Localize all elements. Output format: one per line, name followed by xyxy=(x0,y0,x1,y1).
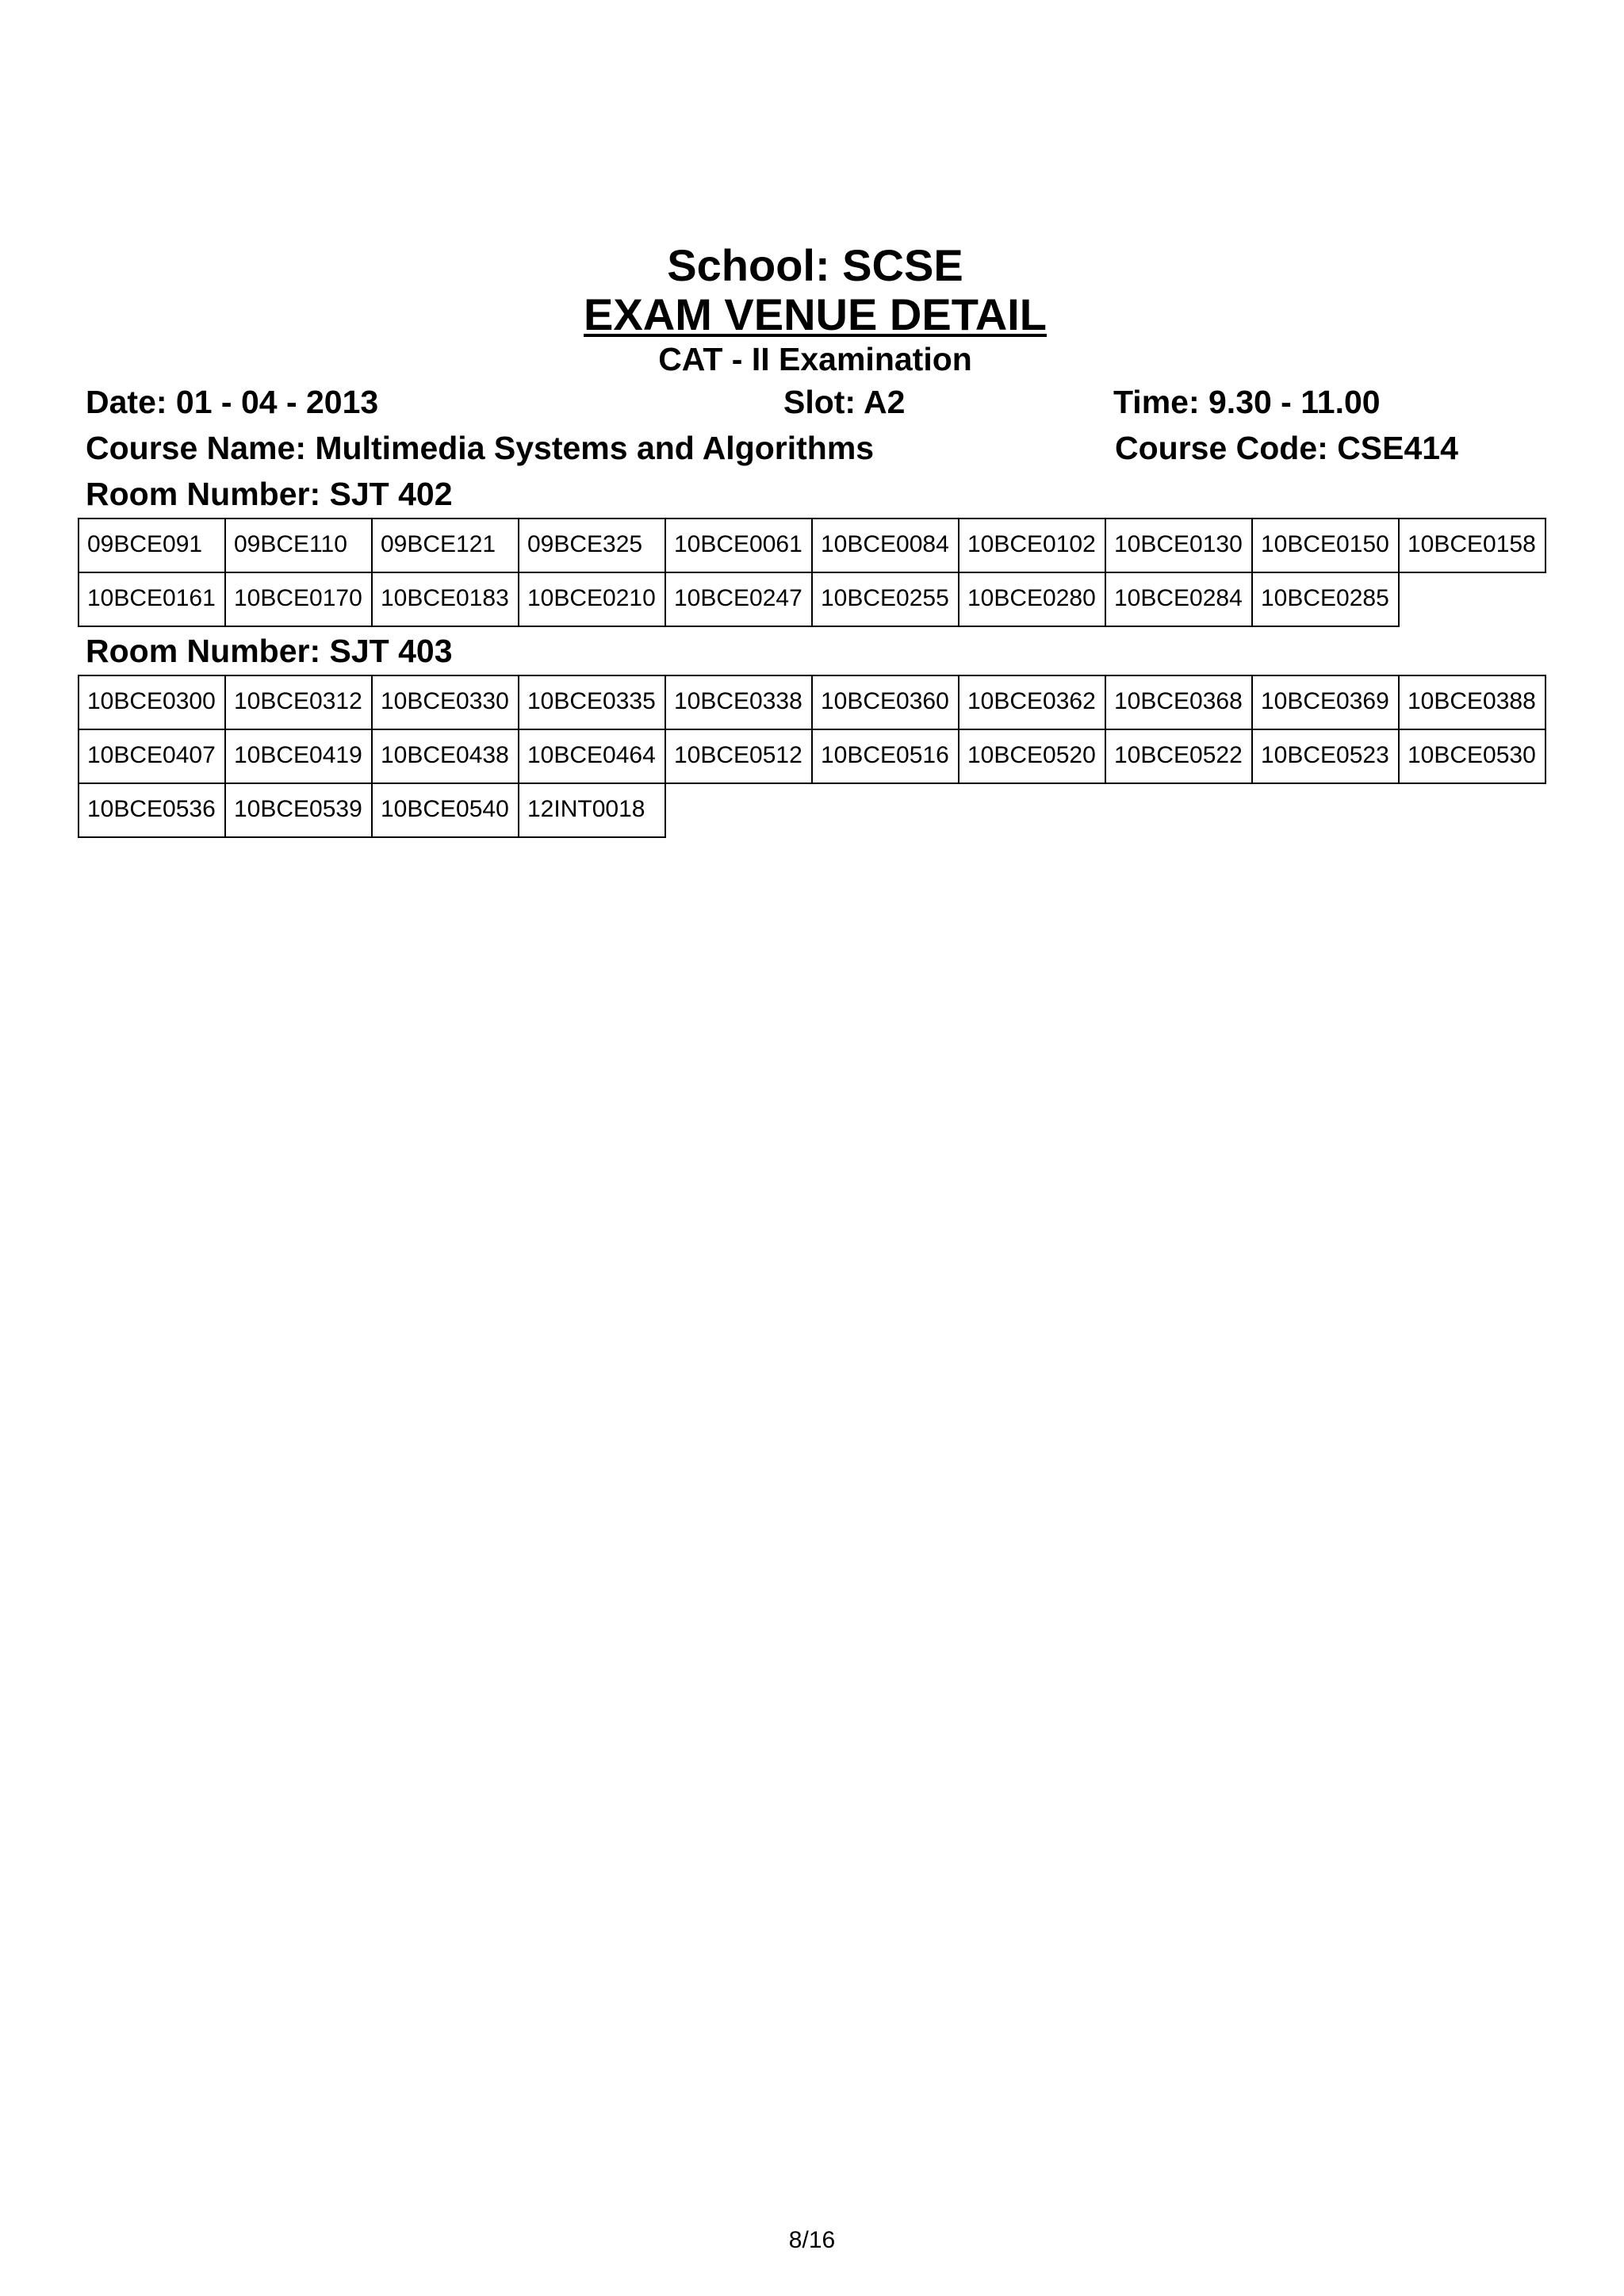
student-register-number-cell: 10BCE0130 xyxy=(1105,518,1253,573)
student-register-number-cell: 10BCE0170 xyxy=(224,572,373,627)
student-grid-sjt-402 xyxy=(78,518,1545,626)
student-register-number-cell: 10BCE0150 xyxy=(1251,518,1400,573)
student-register-number-cell: 10BCE0419 xyxy=(224,729,373,784)
student-register-number-cell: 10BCE0388 xyxy=(1398,675,1546,730)
student-register-number-cell: 10BCE0330 xyxy=(371,675,519,730)
exam-time: Time: 9.30 - 11.00 xyxy=(1113,384,1381,420)
student-grid-sjt-403 xyxy=(78,675,1545,836)
student-register-number-cell: 10BCE0102 xyxy=(958,518,1106,573)
student-register-number-cell: 10BCE0540 xyxy=(371,783,519,838)
student-register-number-cell: 10BCE0284 xyxy=(1105,572,1253,627)
student-register-number-cell: 10BCE0407 xyxy=(78,729,226,784)
student-register-number-cell: 10BCE0360 xyxy=(811,675,959,730)
student-register-number-cell: 10BCE0285 xyxy=(1251,572,1400,627)
student-register-number-cell: 10BCE0255 xyxy=(811,572,959,627)
student-register-number-cell: 10BCE0312 xyxy=(224,675,373,730)
student-register-number-cell: 10BCE0369 xyxy=(1251,675,1400,730)
student-register-number-cell: 10BCE0300 xyxy=(78,675,226,730)
student-register-number-cell: 10BCE0158 xyxy=(1398,518,1546,573)
student-register-number-cell: 09BCE325 xyxy=(518,518,666,573)
student-register-number-cell: 10BCE0512 xyxy=(665,729,813,784)
student-register-number-cell: 09BCE091 xyxy=(78,518,226,573)
student-register-number-cell: 09BCE121 xyxy=(371,518,519,573)
student-register-number-cell: 10BCE0338 xyxy=(665,675,813,730)
page-number: 8/16 xyxy=(788,2227,836,2253)
school-heading: School: SCSE xyxy=(667,240,963,290)
student-register-number-cell: 10BCE0362 xyxy=(958,675,1106,730)
page-title: EXAM VENUE DETAIL xyxy=(584,289,1047,339)
student-register-number-cell: 10BCE0522 xyxy=(1105,729,1253,784)
student-register-number-cell: 10BCE0530 xyxy=(1398,729,1546,784)
student-register-number-cell: 10BCE0335 xyxy=(518,675,666,730)
student-register-number-cell: 10BCE0247 xyxy=(665,572,813,627)
student-register-number-cell: 10BCE0280 xyxy=(958,572,1106,627)
student-register-number-cell: 10BCE0539 xyxy=(224,783,373,838)
student-register-number-cell: 10BCE0520 xyxy=(958,729,1106,784)
student-register-number-cell: 10BCE0516 xyxy=(811,729,959,784)
course-code: Course Code: CSE414 xyxy=(1115,430,1458,466)
student-register-number-cell: 10BCE0061 xyxy=(665,518,813,573)
student-register-number-cell: 10BCE0464 xyxy=(518,729,666,784)
room-label-sjt-402: Room Number: SJT 402 xyxy=(86,476,453,512)
student-register-number-cell: 10BCE0084 xyxy=(811,518,959,573)
student-register-number-cell: 10BCE0438 xyxy=(371,729,519,784)
exam-date: Date: 01 - 04 - 2013 xyxy=(86,384,379,420)
exam-slot: Slot: A2 xyxy=(783,384,906,420)
room-label-sjt-403: Room Number: SJT 403 xyxy=(86,633,453,669)
student-register-number-cell: 12INT0018 xyxy=(518,783,666,838)
student-register-number-cell: 10BCE0523 xyxy=(1251,729,1400,784)
student-register-number-cell: 10BCE0161 xyxy=(78,572,226,627)
student-register-number-cell: 10BCE0368 xyxy=(1105,675,1253,730)
student-register-number-cell: 10BCE0536 xyxy=(78,783,226,838)
student-register-number-cell: 09BCE110 xyxy=(224,518,373,573)
student-register-number-cell: 10BCE0210 xyxy=(518,572,666,627)
course-name: Course Name: Multimedia Systems and Algorithms xyxy=(86,430,875,466)
exam-name: CAT - II Examination xyxy=(658,341,972,377)
student-register-number-cell: 10BCE0183 xyxy=(371,572,519,627)
